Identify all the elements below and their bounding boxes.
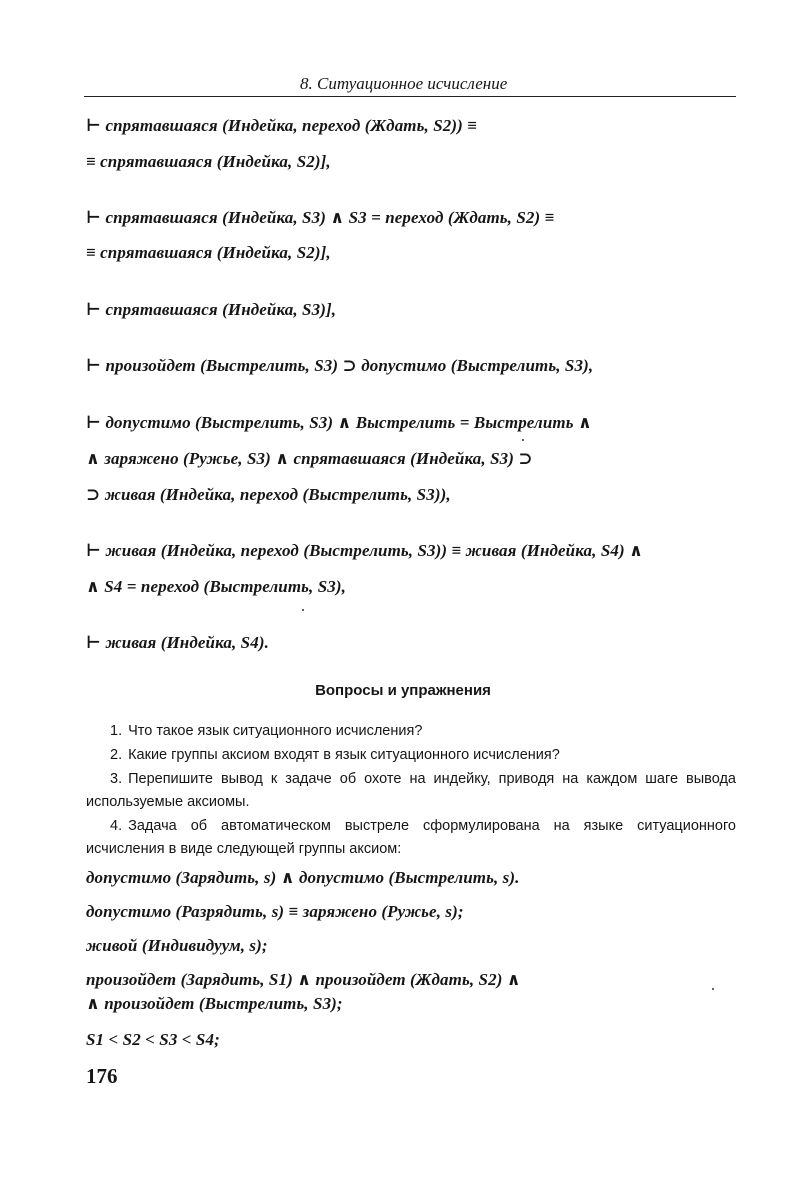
scan-speck: [302, 609, 304, 611]
axiom-line: допустимо (Зарядить, s) ∧ допустимо (Выстрелить, s).: [86, 868, 520, 887]
formula-line: ⊢ произойдет (Выстрелить, S3) ⊃ допустимо (Выстрелить, S3),: [86, 356, 594, 375]
formula-line: ⊢ спрятавшаяся (Индейка, S3)],: [86, 300, 337, 319]
question-text: Что такое язык ситуационного исчисления?: [128, 723, 423, 739]
question-item: [86, 768, 736, 814]
question-item: [86, 815, 736, 861]
formula-line: ⊢ спрятавшаяся (Индейка, S3) ∧ S3 = переход (Ждать, S2) ≡: [86, 208, 555, 227]
formula-line: ≡ спрятавшаяся (Индейка, S2)],: [86, 243, 331, 262]
question-text: Задача об автоматическом выстреле сформулирована на языке ситуационного исчисления в виде следующей группы аксиом:: [86, 818, 736, 857]
scan-speck: [522, 439, 524, 441]
question-number: 3.: [110, 771, 123, 787]
formula-line: ≡ спрятавшаяся (Индейка, S2)],: [86, 152, 331, 171]
running-header: 8. Ситуационное исчисление: [300, 74, 508, 93]
formula-line: ⊃ живая (Индейка, переход (Выстрелить, S3)),: [86, 485, 451, 504]
axiom-line: живой (Индивидуум, s);: [86, 936, 268, 955]
axiom-line: допустимо (Разрядить, s) ≡ заряжено (Ружье, s);: [86, 902, 464, 921]
question-item: [86, 744, 736, 767]
scan-speck: [712, 988, 714, 990]
axiom-line: ∧ произойдет (Выстрелить, S3);: [86, 994, 343, 1013]
formula-line: ∧ заряжено (Ружье, S3) ∧ спрятавшаяся (Индейка, S3) ⊃: [86, 449, 533, 468]
formula-line: ⊢ спрятавшаяся (Индейка, переход (Ждать, S2)) ≡: [86, 116, 478, 135]
axiom-line: произойдет (Зарядить, S1) ∧ произойдет (Ждать, S2) ∧: [86, 970, 521, 989]
formula-line: ⊢ живая (Индейка, переход (Выстрелить, S3)) ≡ живая (Индейка, S4) ∧: [86, 541, 643, 560]
question-text: Перепишите вывод к задаче об охоте на индейку, приводя на каждом шаге вывода используемые аксиомы.: [86, 771, 736, 810]
section-heading: Вопросы и упражнения: [315, 682, 491, 699]
formula-line: ⊢ живая (Индейка, S4).: [86, 633, 269, 652]
question-number: 4.: [110, 818, 123, 834]
question-item: [86, 720, 736, 743]
formula-line: ∧ S4 = переход (Выстрелить, S3),: [86, 577, 346, 596]
formula-line: ⊢ допустимо (Выстрелить, S3) ∧ Выстрелить = Выстрелить ∧: [86, 413, 592, 432]
page-number: 176: [86, 1064, 118, 1088]
header-rule: [84, 96, 736, 97]
question-text: Какие группы аксиом входят в язык ситуационного исчисления?: [128, 747, 560, 763]
axiom-line: S1 < S2 < S3 < S4;: [86, 1030, 220, 1049]
question-number: 2.: [110, 747, 123, 763]
question-number: 1.: [110, 723, 123, 739]
